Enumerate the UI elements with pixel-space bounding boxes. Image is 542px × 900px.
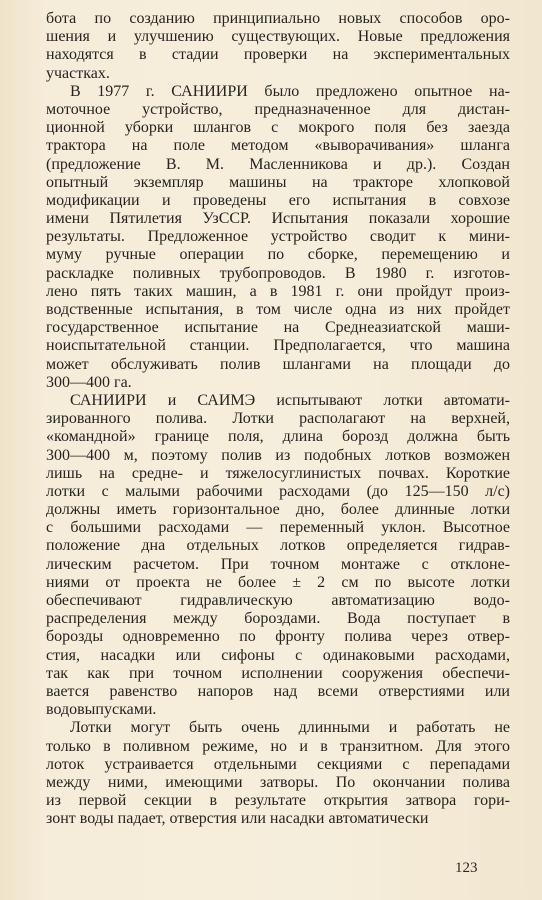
text-line: ноиспытательной станции. Предполагается, что машина <box>46 337 510 355</box>
text-line: лоток устраивается отдельными секциями с перепадами <box>46 755 510 773</box>
text-line: лическим расчетом. При точном монтаже с отклоне- <box>46 555 510 573</box>
paragraph <box>46 10 510 83</box>
text-line: модификации и проведены его испытания в совхозе <box>46 191 510 209</box>
text-line: между ними, имеющими затворы. По окончании полива <box>46 773 510 791</box>
text-line: должны иметь горизонтальное дно, более длинные лотки <box>46 501 510 519</box>
text-line: обеспечивают гидравлическую автоматизацию водо- <box>46 592 510 609</box>
text-line: водственные испытания, в том числе одна из них пройдет <box>46 301 510 318</box>
text-line: 300—400 м, поэтому полив из подобных лотков возможен <box>46 446 510 464</box>
text-line: «командной» границе поля, длина борозд должна быть <box>46 428 510 446</box>
text-line: трактора на поле методом «выворачивания» шланга <box>46 137 510 155</box>
text-line: бота по созданию принципиально новых способов оро- <box>46 10 510 27</box>
text-line: борозды одновременно по фронту полива через отвер- <box>46 628 510 646</box>
text-line: только в поливном режиме, но и в транзитном. Для этого <box>46 737 510 755</box>
text-line: может обслуживать полив шлангами на площади до <box>46 355 510 373</box>
text-line: имени Пятилетия УзССР. Испытания показали хорошие <box>46 210 510 228</box>
text-line: лено пять таких машин, а в 1981 г. они пройдут произ- <box>46 282 510 300</box>
text-line: государственное испытание на Среднеазиатской маши- <box>46 319 510 337</box>
text-line: участках. <box>46 64 110 82</box>
text-line: лишь на средне- и тяжелосуглинистых почвах. Короткие <box>46 464 510 482</box>
text-line: муму ручные операции по сборке, перемещению и <box>46 246 510 264</box>
text-line: моточное устройство, предназначенное для дистан- <box>46 100 510 118</box>
paragraph <box>46 719 510 828</box>
text-line: (предложение В. М. Масленникова и др.). Создан <box>46 155 510 173</box>
page-number: 123 <box>455 860 478 876</box>
text-line: В 1977 г. САНИИРИ было предложено опытное на- <box>70 82 510 100</box>
text-line: САНИИРИ и САИМЭ испытывают лотки автомати- <box>70 391 510 409</box>
paragraph <box>46 392 510 719</box>
text-line: зированного полива. Лотки располагают на верхней, <box>46 410 510 428</box>
text-line: водовыпусками. <box>46 701 157 719</box>
text-line: лотки с малыми рабочими расходами (до 125—150 л/с) <box>46 482 510 500</box>
text-line: раскладке поливных трубопроводов. В 1980 г. изготов- <box>46 264 510 282</box>
text-line: вается равенство напоров над всеми отверстиями или <box>46 682 510 700</box>
text-line: зонт воды падает, отверстия или насадки автоматически <box>46 810 429 828</box>
paragraph <box>46 83 510 392</box>
text-line: так как при точном исполнении сооружения обеспечи- <box>46 664 510 682</box>
text-line: 300—400 га. <box>46 373 132 391</box>
text-line: результаты. Предложенное устройство сводит к мини- <box>46 228 510 246</box>
text-line: опытный экземпляр машины на тракторе хлопковой <box>46 173 510 191</box>
text-line: из первой секции в результате открытия затвора гори- <box>46 792 510 810</box>
text-line: положение дна отдельных лотков определяется гидрав- <box>46 537 510 555</box>
text-line: находятся в стадии проверки на экспериментальных <box>46 46 510 64</box>
text-line: с большими расходами — переменный уклон. Высотное <box>46 519 510 537</box>
text-line: ционной уборки шлангов с мокрого поля без заезда <box>46 119 510 137</box>
text-line: стия, насадки или сифоны с одинаковыми расходами, <box>46 646 510 664</box>
text-line: ниями от проекта не более ± 2 см по высоте лотки <box>46 573 510 591</box>
text-line: распределения между бороздами. Вода поступает в <box>46 610 510 628</box>
text-line: Лотки могут быть очень длинными и работать не <box>70 719 510 737</box>
text-line: шения и улучшению существующих. Новые предложения <box>46 28 510 46</box>
body-text <box>46 10 510 828</box>
